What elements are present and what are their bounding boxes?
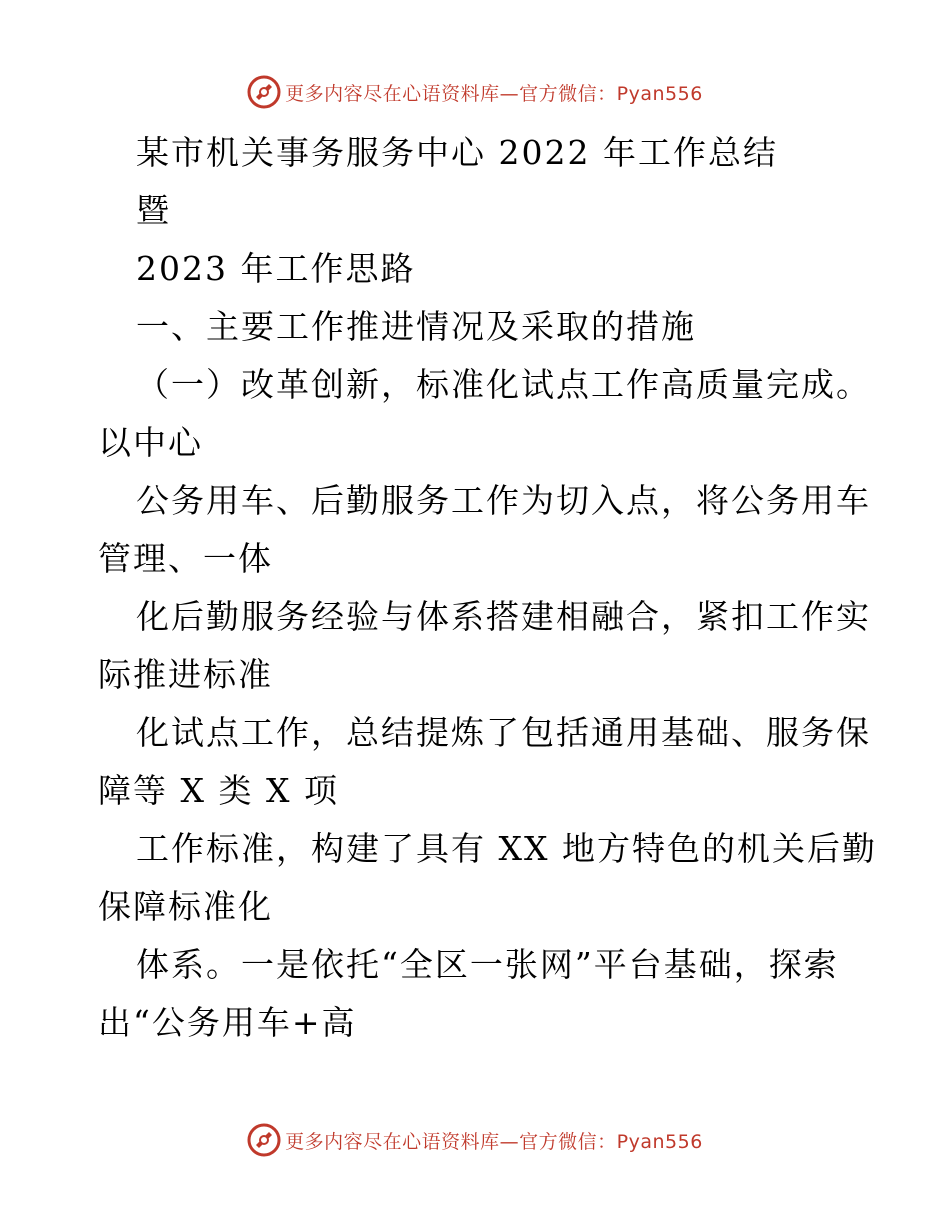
subsection-heading: （一）改革创新，标准化试点工作高质量完成。 xyxy=(136,365,871,404)
seal-logo-icon xyxy=(247,75,281,109)
doc-title-line-3: 2023 年工作思路 xyxy=(136,249,416,288)
header-banner-text: 更多内容尽在心语资料库—官方微信：Pyan556 xyxy=(285,82,703,105)
paragraph-line: 障等 X 类 X 项 xyxy=(98,771,339,810)
paragraph-line: 保障标准化 xyxy=(98,887,273,926)
document-body xyxy=(98,124,877,1052)
doc-title-line-1: 某市机关事务服务中心 2022 年工作总结 xyxy=(136,133,778,172)
footer-banner xyxy=(0,1118,950,1162)
paragraph-line: 管理、一体 xyxy=(98,539,273,578)
paragraph-line: 以中心 xyxy=(98,423,203,462)
seal-logo-icon xyxy=(247,1123,281,1157)
paragraph-line: 际推进标准 xyxy=(98,655,273,694)
footer-banner-text: 更多内容尽在心语资料库—官方微信：Pyan556 xyxy=(285,1130,703,1153)
paragraph-line: 化后勤服务经验与体系搭建相融合，紧扣工作实 xyxy=(136,597,871,636)
paragraph-line: 工作标准，构建了具有 XX 地方特色的机关后勤 xyxy=(136,829,877,868)
header-banner xyxy=(0,70,950,114)
paragraph-line: 出“公务用车+高 xyxy=(98,1003,357,1042)
paragraph-line: 体系。一是依托“全区一张网”平台基础，探索 xyxy=(136,945,839,984)
doc-title-line-2: 暨 xyxy=(136,191,171,230)
paragraph-line: 化试点工作，总结提炼了包括通用基础、服务保 xyxy=(136,713,871,752)
section-heading: 一、主要工作推进情况及采取的措施 xyxy=(136,307,696,346)
paragraph-line: 公务用车、后勤服务工作为切入点，将公务用车 xyxy=(136,481,871,520)
